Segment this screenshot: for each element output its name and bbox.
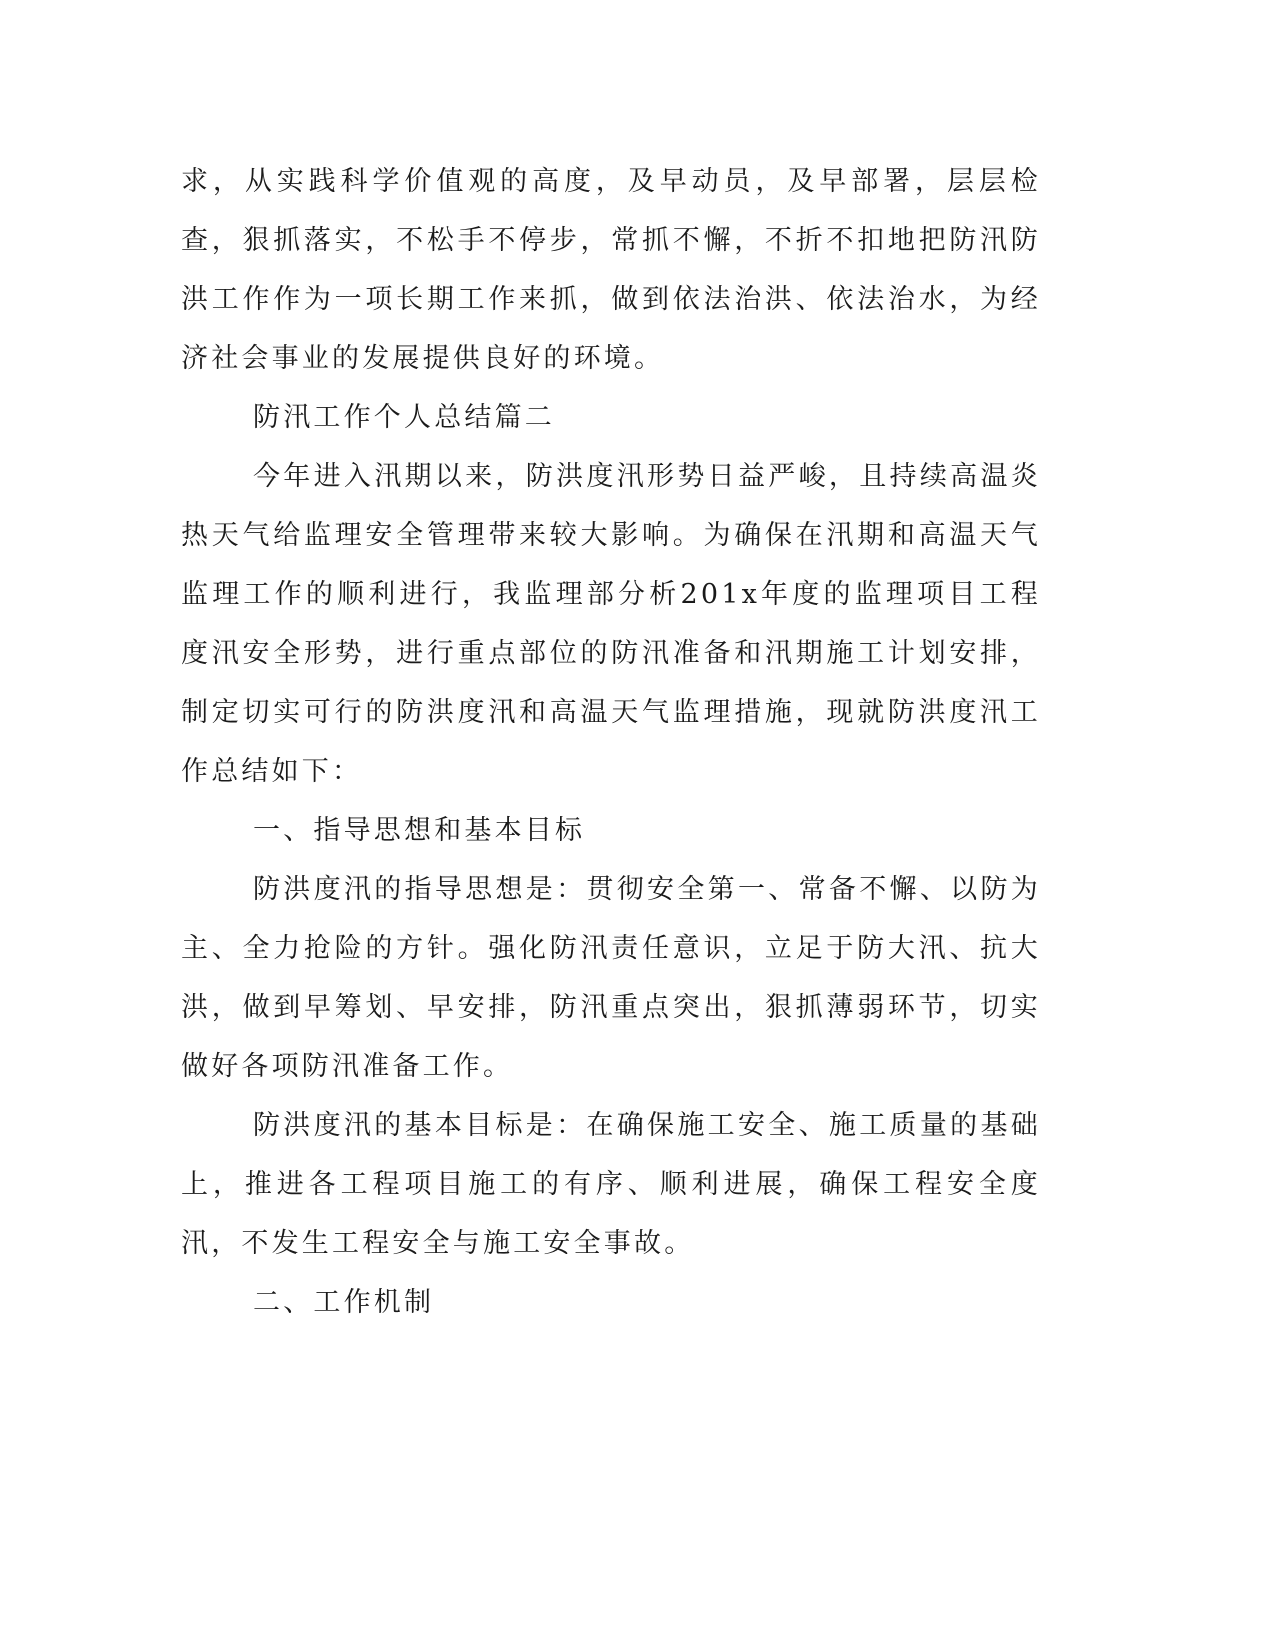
- subheading-guiding-ideology: 一、指导思想和基本目标: [253, 815, 586, 846]
- paragraph-intro: 今年进入汛期以来，防洪度汛形势日益严峻，且持续高温炎热天气给监理安全管理带来较大影响。为确保在汛期和高温天气监理工作的顺利进行，我监理部分析201x年度的监理项目工程度汛安全形势，进行重点部位的防汛准备和汛期施工计划安排，制定切实可行的防洪度汛和高温天气监理措施，现就防洪度汛工作总结如下：: [181, 461, 1041, 787]
- paragraph-continuation: 求，从实践科学价值观的高度，及早动员，及早部署，层层检查，狠抓落实，不松手不停步，常抓不懈，不折不扣地把防汛防洪工作作为一项长期工作来抓，做到依法治洪、依法治水，为经济社会事业的发展提供良好的环境。: [181, 166, 1041, 374]
- paragraph-guiding-ideology: 防洪度汛的指导思想是：贯彻安全第一、常备不懈、以防为主、全力抢险的方针。强化防汛责任意识，立足于防大汛、抗大洪，做到早筹划、早安排，防汛重点突出，狠抓薄弱环节，切实做好各项防汛准备工作。: [181, 874, 1041, 1082]
- paragraph-basic-goal: 防洪度汛的基本目标是：在确保施工安全、施工质量的基础上，推进各工程项目施工的有序、顺利进展，确保工程安全度汛，不发生工程安全与施工安全事故。: [181, 1110, 1041, 1259]
- document-body: [181, 152, 1041, 1332]
- section-heading: 防汛工作个人总结篇二: [253, 402, 555, 433]
- subheading-work-mechanism: 二、工作机制: [253, 1287, 435, 1318]
